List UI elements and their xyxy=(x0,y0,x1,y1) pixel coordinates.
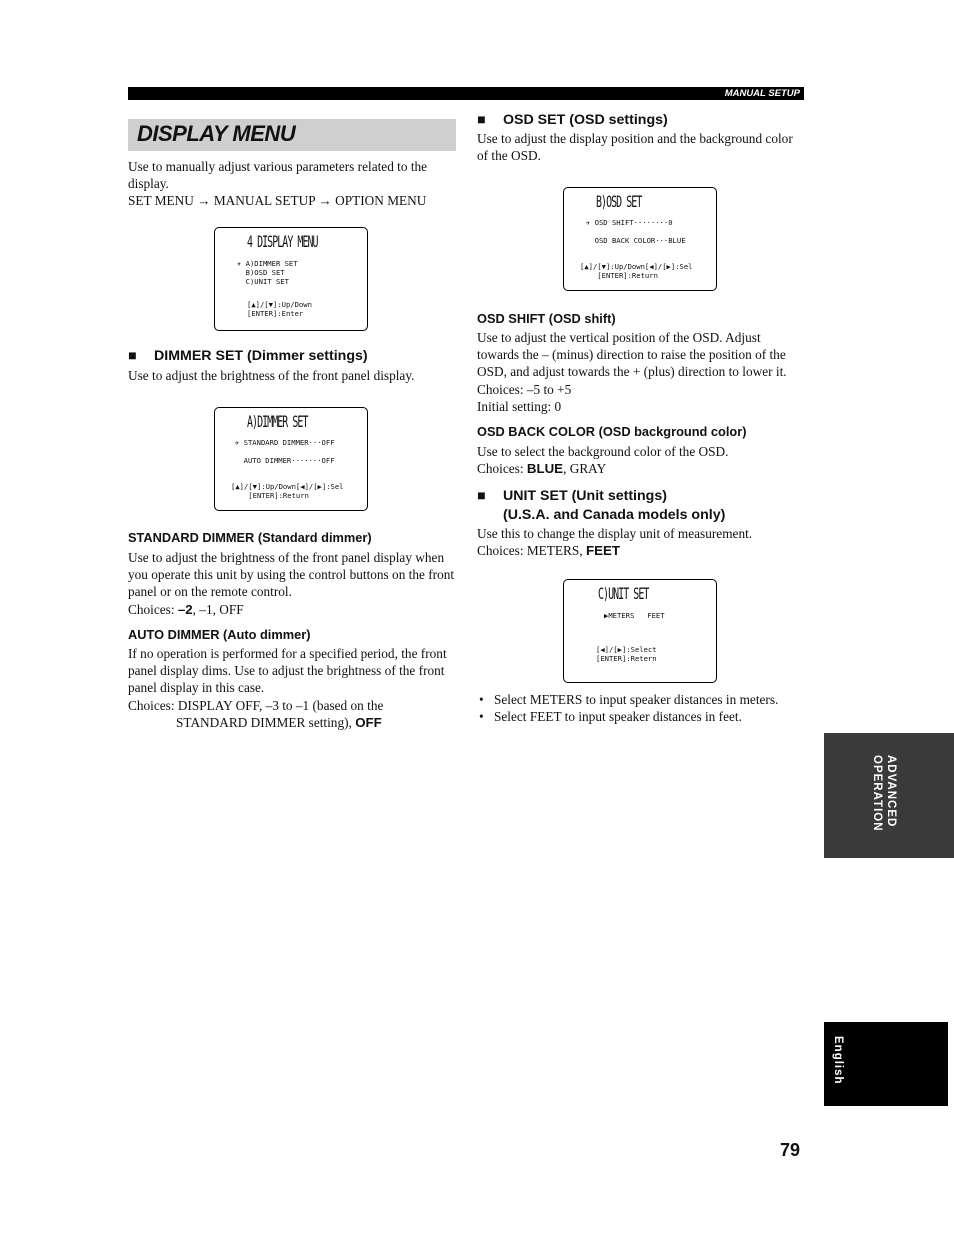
osd-dimmer-set xyxy=(214,407,368,511)
side-tab-label: English xyxy=(832,1036,844,1085)
osd-shift-choices: Choices: –5 to +5 xyxy=(477,381,572,397)
page-title-box xyxy=(128,119,456,151)
auto-dimmer-desc: If no operation is performed for a specified period, the front panel display dims. Use to adjust the brightness of the front panel display in this case. Choices: DISPLAY OFF, –3 to –1 (based on the STANDARD DIMMER setting), OFF xyxy=(128,645,458,731)
unit-set-bullets xyxy=(477,691,807,725)
dimmer-desc: Use to adjust the brightness of the front panel display. xyxy=(128,368,415,383)
osd-footer: [▲]/[▼]:Up/Down[◀]/[▶]:Sel [ENTER]:Return xyxy=(231,482,344,500)
list-item: • Select METERS to input speaker distances in meters. xyxy=(477,691,807,708)
osd-title: B)OSD SET xyxy=(596,192,642,211)
unit-set-heading: ■ UNIT SET (Unit settings) (U.S.A. and Canada models only) xyxy=(477,488,726,523)
osd-title: C)UNIT SET xyxy=(598,584,649,603)
osd-footer: [▲]/[▼]:Up/Down [ENTER]:Enter xyxy=(247,300,312,318)
osd-display-menu xyxy=(214,227,368,331)
page-title: DISPLAY MENU xyxy=(137,121,296,146)
osd-lines: ✈ STANDARD DIMMER···OFF AUTO DIMMER·······OFF xyxy=(235,438,335,465)
osd-back-color-choices: Choices: BLUE, GRAY xyxy=(477,461,607,477)
auto-dimmer-heading: AUTO DIMMER (Auto dimmer) xyxy=(128,627,311,642)
osd-footer: [▲]/[▼]:Up/Down[◀]/[▶]:Sel [ENTER]:Return xyxy=(580,262,693,280)
list-item: • Select FEET to input speaker distances in feet. xyxy=(477,708,807,725)
osd-footer: [◀]/[▶]:Select [ENTER]:Retern xyxy=(596,645,657,663)
osd-set-desc: Use to adjust the display position and the background color of the OSD. xyxy=(477,131,793,164)
intro-text: Use to manually adjust various parameters related to the display. xyxy=(128,159,428,192)
page-number: 79 xyxy=(780,1140,801,1160)
header-bar xyxy=(128,87,804,100)
osd-lines: ✈ A)DIMMER SET B)OSD SET C)UNIT SET xyxy=(237,259,298,286)
osd-title: A)DIMMER SET xyxy=(247,412,308,431)
osd-shift-initial: Initial setting: 0 xyxy=(477,398,562,414)
osd-osd-set xyxy=(563,187,717,291)
unit-set-desc: Use this to change the display unit of measurement. Choices: METERS, FEET xyxy=(477,525,805,559)
menu-path: SET MENU → MANUAL SETUP → OPTION MENU xyxy=(128,193,427,209)
osd-title: 4 DISPLAY MENU xyxy=(247,232,318,251)
osd-lines: ✈ OSD SHIFT········0 OSD BACK COLOR···BLUE xyxy=(586,218,686,245)
osd-back-color-desc: Use to select the background color of the OSD. Choices: BLUE, GRAY xyxy=(477,443,805,477)
side-tab-label: ADVANCED OPERATION xyxy=(871,755,897,832)
osd-set-heading: ■ OSD SET (OSD settings) xyxy=(477,112,668,128)
dimmer-heading: ■ DIMMER SET (Dimmer settings) xyxy=(128,348,368,364)
side-tab-english xyxy=(824,1022,948,1106)
osd-back-color-heading: OSD BACK COLOR (OSD background color) xyxy=(477,424,747,439)
osd-lines: ▶METERS FEET xyxy=(604,611,665,620)
osd-shift-desc: Use to adjust the vertical position of the OSD. Adjust towards the – (minus) direction to raise the position of the OSD, and adjust towards the + (plus) direction to lower it. Choices: –5 to +5 Initial setting: 0 xyxy=(477,329,805,415)
header-section-label: MANUAL SETUP xyxy=(724,88,800,99)
side-tab-advanced-operation xyxy=(824,733,954,858)
intro xyxy=(128,158,458,210)
osd-unit-set xyxy=(563,579,717,683)
standard-dimmer-choices: Choices: –2, –1, OFF xyxy=(128,601,244,617)
osd-shift-heading: OSD SHIFT (OSD shift) xyxy=(477,311,616,326)
auto-dimmer-choices: Choices: DISPLAY OFF, –3 to –1 (based on the xyxy=(128,697,384,713)
unit-set-choices: Choices: METERS, FEET xyxy=(477,543,620,559)
standard-dimmer-desc: Use to adjust the brightness of the front panel display when you operate this unit by using the control buttons on the front panel or on the remote control. Choices: –2, –1, OFF xyxy=(128,549,458,618)
standard-dimmer-heading: STANDARD DIMMER (Standard dimmer) xyxy=(128,530,372,545)
